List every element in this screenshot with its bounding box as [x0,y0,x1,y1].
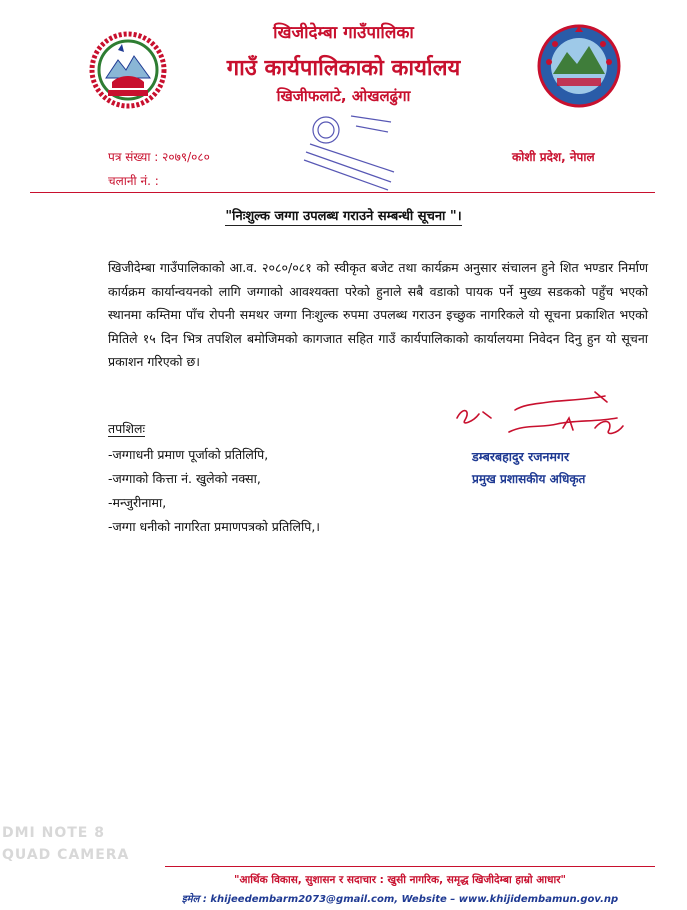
details-heading-text: तपशिलः [108,421,145,436]
footer-motto: "आर्थिक विकास, सुशासन र सदाचार : खुसी नागरिक, समृद्ध खिजीदेम्बा हाम्रो आधार" [234,874,566,886]
notice-body: खिजीदेम्बा गाउँपालिकाको आ.व. २०८०/०८१ को स्वीकृत बजेट तथा कार्यक्रम अनुसार संचालन हुने शित भण्डार निर्माण कार्यक्रम कार्यान्वयनको लागि जग्गाको आवश्यक्ता परेको हुनाले सबै वडाको पायक पर्ने मुख्य सडकको पहुँच भएको स्थानमा कम्तिमा पाँच रोपनी समथर जग्गा निःशुल्क रुपमा उपलब्ध गराउन इच्छुक नागरिकले यो सूचना प्रकाशित भएको मितिले १५ दिन भित्र तपशिल बमोजिमको कागजात सहित गाउँ कार्यपालिकाको कार्यालयमा निवेदन दिनु हुन यो सूचना प्रकाशन गरिएको छ। [108,260,648,370]
footer-contact: इमेल : khijeedembarm2073@gmail.com, Website – www.khijidembamun.gov.np [181,894,619,905]
watermark-line: QUAD CAMERA [2,847,130,863]
list-item: -मन्जुरीनामा, [108,495,167,510]
watermark-line: DMI NOTE 8 [2,825,105,841]
handwritten-signature [445,388,645,443]
list-item: -जग्गाको कित्ता नं. खुलेको नक्सा, [108,471,261,486]
letter-number: पत्र संख्या : २०७९/०८० [108,150,210,164]
signatory-title: प्रमुख प्रशासकीय अधिकृत [472,472,586,486]
list-item: -जग्गा धनीको नागरिता प्रमाणपत्रको प्रतिलिपि,। [108,519,321,534]
dispatch-number: चलानी नं. : [108,174,159,188]
notice-subject [0,206,687,224]
footer-divider [165,866,655,867]
office-name: गाउँ कार्यपालिकाको कार्यालय [226,56,461,81]
header-divider [30,192,655,193]
list-item: -जग्गाधनी प्रमाण पूर्जाको प्रतिलिपि, [108,447,269,462]
document-list [108,443,320,539]
details-heading [108,420,145,437]
camera-watermark [2,822,129,866]
office-address: खिजीफलाटे, ओखलढुंगा [276,87,411,105]
office-seal-stamp [296,112,401,194]
municipality-name: खिजीदेम्बा गाउँपालिका [273,23,414,43]
signatory-name: डम्बरबहादुर रजनमगर [472,449,570,464]
province-label: कोशी प्रदेश, नेपाल [512,150,595,164]
notice-subject-text: "निःशुल्क जग्गा उपलब्ध गराउने सम्बन्धी सूचना "। [225,209,462,224]
